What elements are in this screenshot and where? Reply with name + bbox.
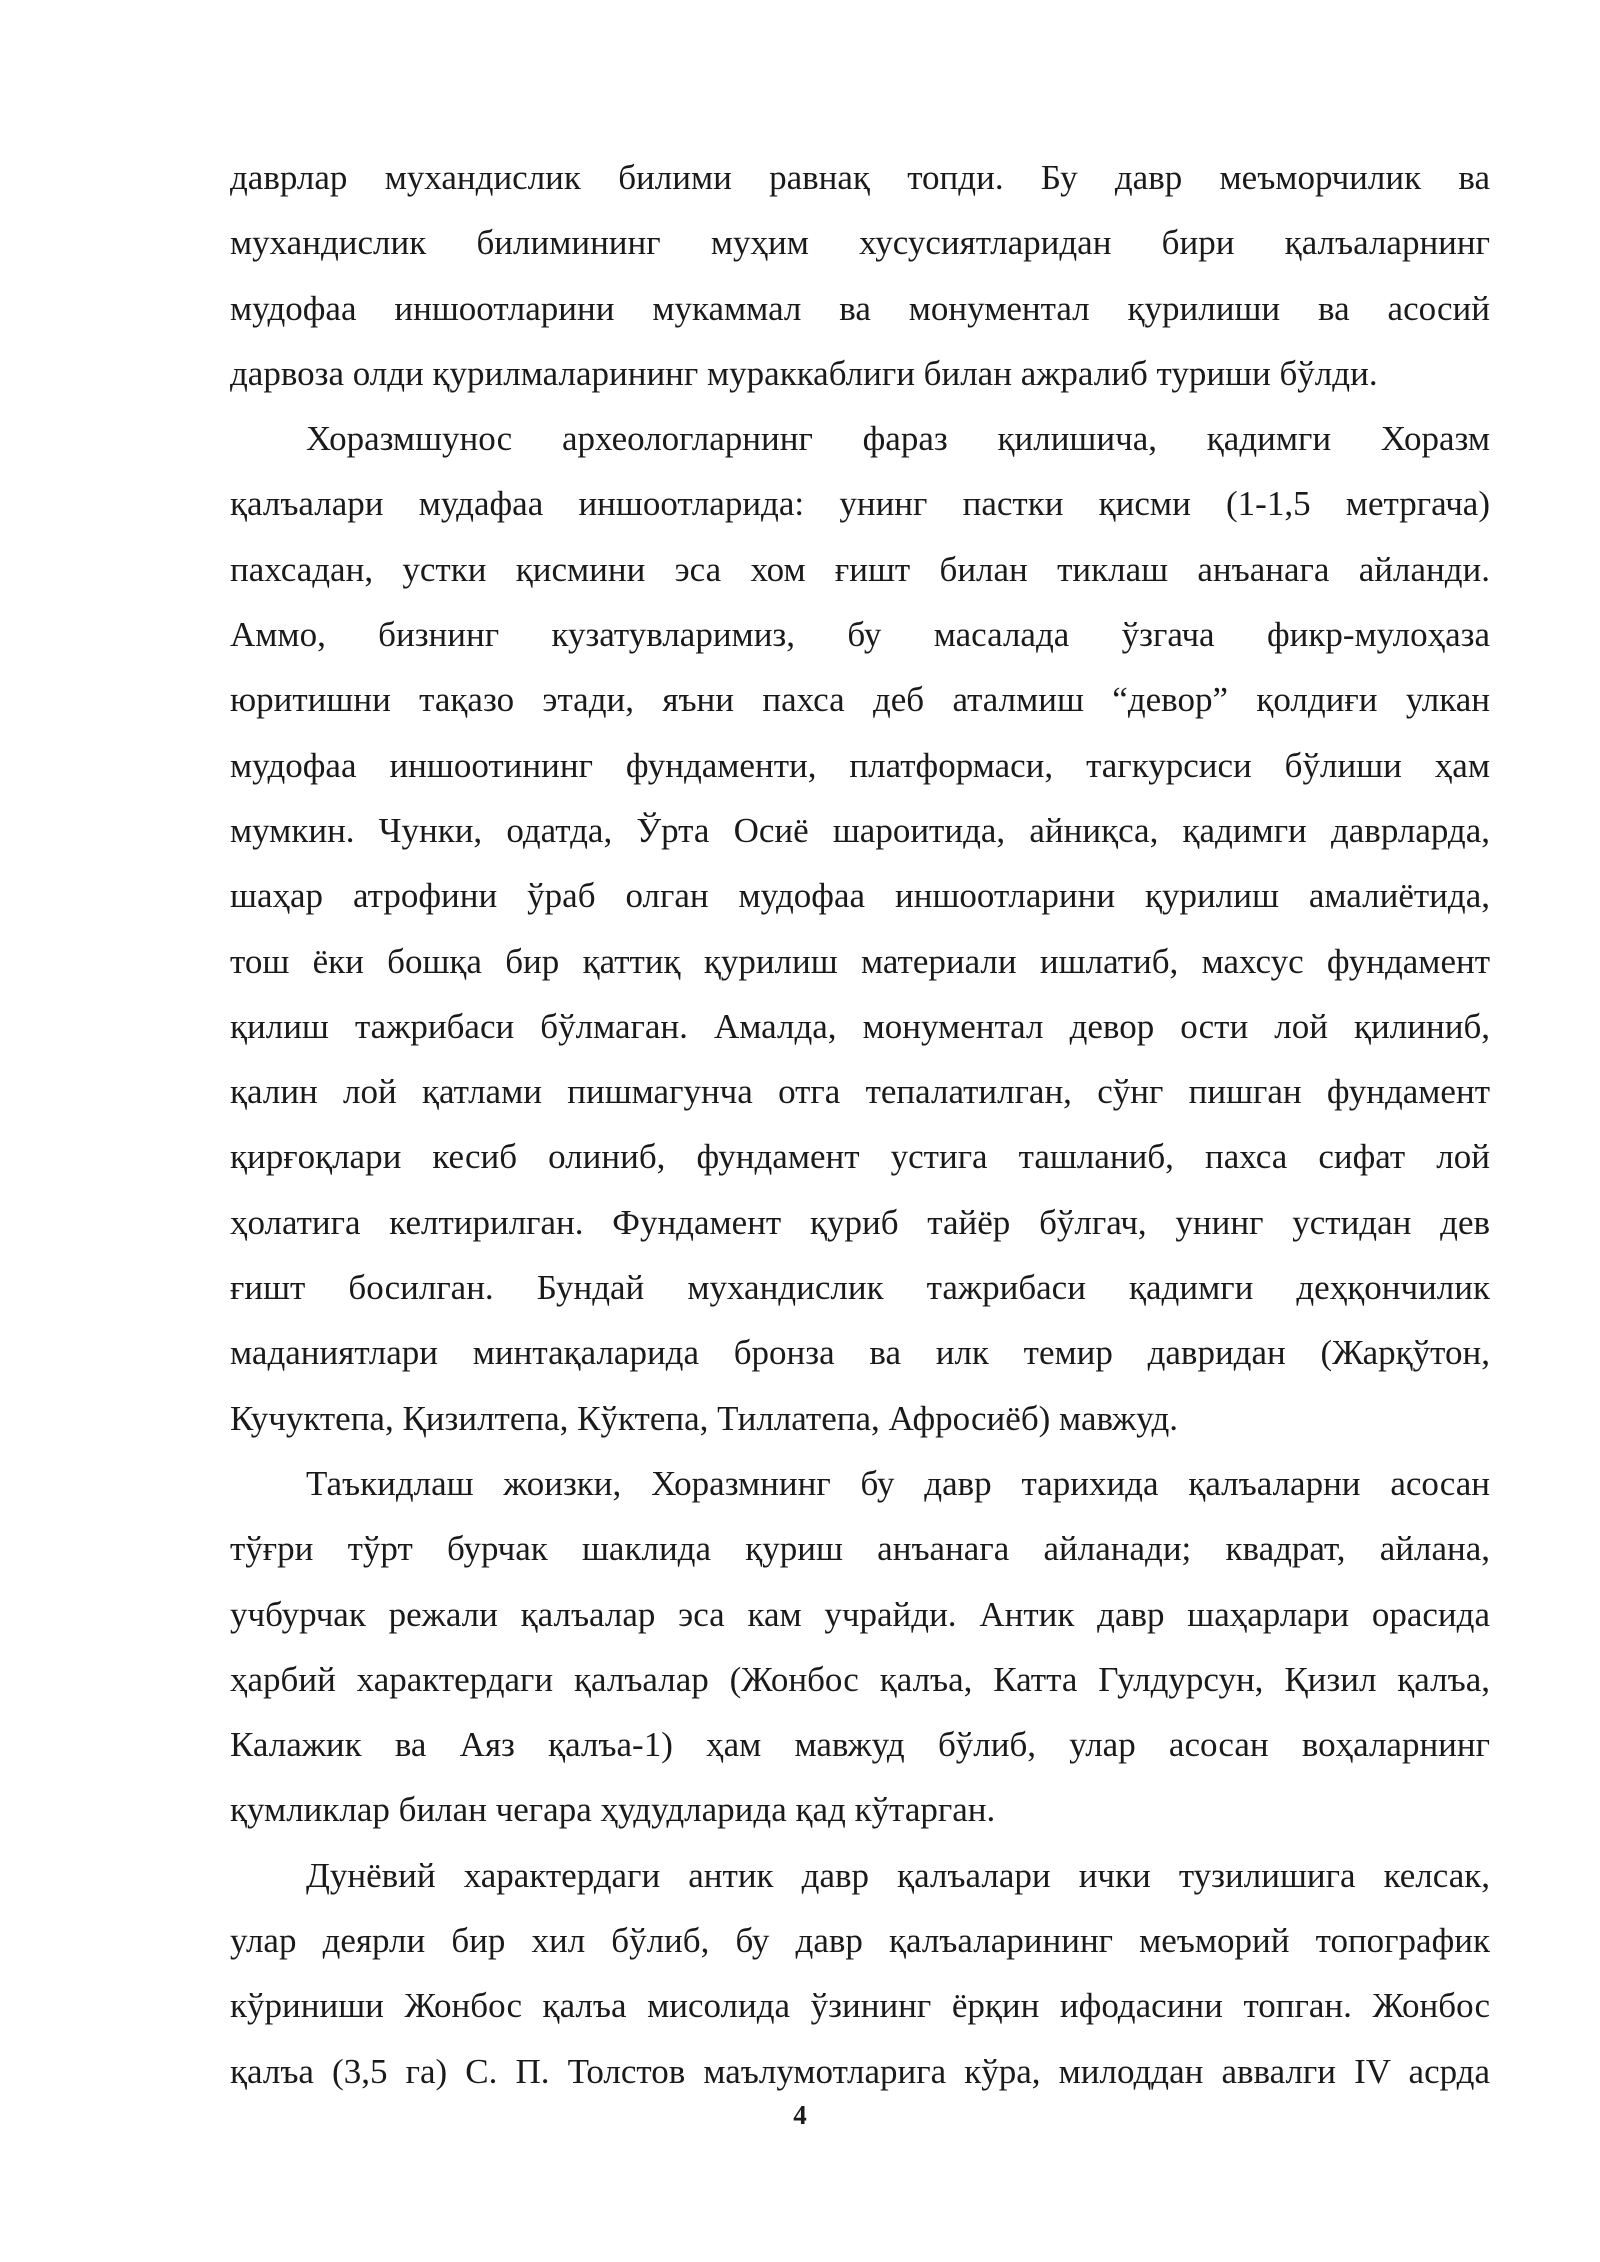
paragraph [230,145,1490,406]
text-line: ғишт босилган. Бундай мухандислик тажрибаси қадимги деҳқончилик [230,1268,1490,1308]
text-line: Кучуктепа, Қизилтепа, Кўктепа, Тиллатепа, Афросиёб) мавжуд. [230,1398,1179,1438]
paragraph [230,406,1490,1451]
text-line: шаҳар атрофини ўраб олган мудофаа иншоотларини қурилиш амалиётида, [230,876,1490,916]
page-number: 4 [793,2100,807,2130]
text-line: пахсадан, устки қисмини эса хом ғишт билан тиклаш анъанага айланди. [230,549,1490,589]
text-line: дарвоза олди қурилмаларининг мураккаблиги билан ажралиб туриши бўлди. [230,353,1378,393]
text-line: қалъа (3,5 га) С. П. Толстов маълумотларига кўра, милоддан аввалги IV асрда [230,2051,1490,2091]
text-line: қумликлар билан чегара ҳудудларида қад кўтарган. [230,1790,996,1830]
text-line: кўриниши Жонбос қалъа мисолида ўзининг ёрқин ифодасини топган. Жонбос [230,1986,1490,2026]
text-line: Калажик ва Аяз қалъа-1) ҳам мавжуд бўлиб, улар асосан воҳаларнинг [230,1725,1490,1765]
text-line: Таъкидлаш жоизки, Хоразмнинг бу давр тарихида қалъаларни асосан [306,1463,1490,1503]
text-line: тўғри тўрт бурчак шаклида қуриш анъанага айланади; квадрат, айлана, [230,1529,1490,1569]
text-line: Аммо, бизнинг кузатувларимиз, бу масалада ўзгача фикр-мулоҳаза [230,615,1490,655]
text-line: учбурчак режали қалъалар эса кам учрайди. Антик давр шаҳарлари орасида [230,1594,1490,1634]
text-line: мухандислик билимининг муҳим хусусиятларидан бири қалъаларнинг [230,223,1490,263]
text-line: ҳолатига келтирилган. Фундамент қуриб тайёр бўлгач, унинг устидан дев [230,1202,1490,1242]
text-line: қалъалари мудафаа иншоотларида: унинг пастки қисми (1-1,5 метргача) [230,484,1490,524]
text-line: юритишни тақазо этади, яъни пахса деб аталмиш “девор” қолдиғи улкан [230,680,1490,720]
text-line: мудофаа иншоотининг фундаменти, платформаси, тагкурсиси бўлиши ҳам [230,745,1490,785]
text-line: даврлар мухандислик билими равнақ топди. Бу давр меъморчилик ва [230,158,1490,197]
text-line: тош ёки бошқа бир қаттиқ қурилиш материали ишлатиб, махсус фундамент [230,941,1490,981]
text-line: қирғоқлари кесиб олиниб, фундамент устига ташланиб, пахса сифат лой [230,1137,1490,1177]
body-text [230,145,1490,2104]
text-line: маданиятлари минтақаларида бронза ва илк темир давридан (Жарқўтон, [230,1333,1490,1373]
text-line: қилиш тажрибаси бўлмаган. Амалда, монументал девор ости лой қилиниб, [230,1006,1490,1046]
text-line: Дунёвий характердаги антик давр қалъалари ички тузилишига келсак, [306,1855,1490,1895]
text-line: ҳарбий характердаги қалъалар (Жонбос қалъа, Катта Гулдурсун, Қизил қалъа, [230,1659,1490,1699]
text-line: Хоразмшунос археологларнинг фараз қилишича, қадимги Хоразм [306,419,1490,459]
paragraph [230,1451,1490,1843]
text-line: мумкин. Чунки, одатда, Ўрта Осиё шароитида, айниқса, қадимги даврларда, [230,810,1490,850]
paragraph [230,1843,1490,2104]
text-line: мудофаа иншоотларини мукаммал ва монументал қурилиши ва асосий [230,288,1490,328]
text-line: қалин лой қатлами пишмагунча отга тепалатилган, сўнг пишган фундамент [230,1072,1490,1112]
text-line: улар деярли бир хил бўлиб, бу давр қалъаларининг меъморий топографик [230,1921,1490,1961]
